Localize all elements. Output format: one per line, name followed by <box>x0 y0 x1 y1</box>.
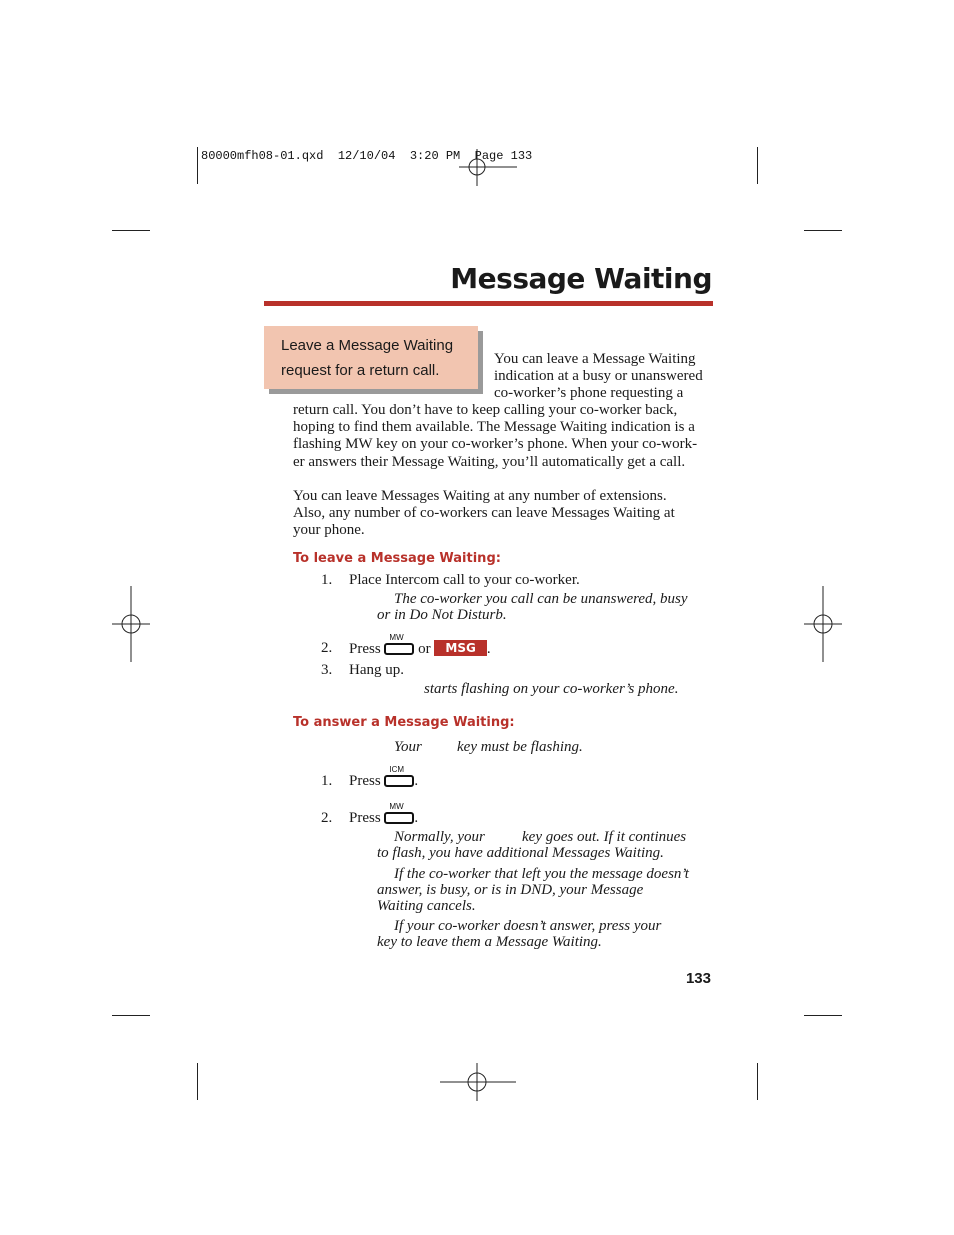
text-line: flashing MW key on your co-worker’s phone. When your co-work- <box>293 436 698 453</box>
page-title: Message Waiting <box>450 262 712 295</box>
registration-mark-icon <box>112 586 150 662</box>
step-text: Place Intercom call to your co-worker. <box>349 572 580 588</box>
key-label: ICM <box>389 765 405 774</box>
title-rule <box>264 301 713 306</box>
second-paragraph <box>293 488 713 540</box>
registration-mark-icon <box>440 1063 516 1101</box>
printer-slug: 80000mfh08-01.qxd 12/10/04 3:20 PM Page 133 <box>201 149 533 163</box>
msg-button-icon: MSG <box>434 640 486 656</box>
text-line: er answers their Message Waiting, you’ll automatically get a call. <box>293 453 686 470</box>
key-button-shape <box>384 643 414 655</box>
crop-mark <box>197 147 198 184</box>
step-note: or in Do Not Disturb. <box>377 607 507 623</box>
step-text <box>349 802 419 827</box>
step-note: to flash, you have additional Messages Waiting. <box>377 845 664 861</box>
section-heading-leave: To leave a Message Waiting: <box>293 551 501 566</box>
intro-paragraph <box>293 402 713 471</box>
registration-mark-icon <box>804 586 842 662</box>
or-label: or <box>418 641 431 657</box>
text-line: return call. You don’t have to keep calling your co-worker back, <box>293 402 678 418</box>
step-note: The co-worker you call can be unanswered, busy <box>394 591 688 607</box>
step-press-label: Press <box>349 810 381 826</box>
step-number: 3. <box>321 662 333 678</box>
text-line: indication at a busy or unanswered <box>494 368 703 385</box>
step-number: 1. <box>321 773 333 789</box>
text-line: You can leave a Message Waiting <box>494 351 696 367</box>
crop-mark <box>112 1015 150 1016</box>
mw-key-icon <box>384 802 414 824</box>
step-text <box>349 765 419 790</box>
crop-mark <box>804 230 842 231</box>
text-line: co-worker’s phone requesting a <box>494 385 684 402</box>
step-note: Waiting cancels. <box>377 898 476 914</box>
step-note: starts flashing on your co-worker’s phone. <box>424 681 679 697</box>
step-number: 2. <box>321 640 333 656</box>
crop-mark <box>197 1063 198 1100</box>
period: . <box>414 810 419 826</box>
key-button-shape <box>384 775 414 787</box>
step-note: answer, is busy, or is in DND, your Message <box>377 882 644 898</box>
step-note: If your co-worker doesn’t answer, press your <box>394 918 662 934</box>
step-note: Your <box>394 739 422 755</box>
step-press-label: Press <box>349 773 381 789</box>
crop-mark <box>757 1063 758 1100</box>
crop-mark <box>804 1015 842 1016</box>
key-label: MW <box>389 633 404 642</box>
key-button-shape <box>384 812 414 824</box>
intro-paragraph-wrap <box>494 351 714 403</box>
crop-mark <box>757 147 758 184</box>
section-heading-answer: To answer a Message Waiting: <box>293 715 515 730</box>
page-number: 133 <box>685 970 711 987</box>
text-line: You can leave Messages Waiting at any number of extensions. <box>293 488 667 504</box>
callout-box <box>264 326 478 389</box>
icm-key-icon <box>384 765 414 787</box>
step-note: key to leave them a Message Waiting. <box>377 934 602 950</box>
step-note: key goes out. If it continues <box>522 829 687 845</box>
mw-key-icon <box>384 633 414 655</box>
step-note: Normally, your <box>394 829 485 845</box>
step-number: 2. <box>321 810 333 826</box>
text-line: hoping to find them available. The Message Waiting indication is a <box>293 419 695 436</box>
step-number: 1. <box>321 572 333 588</box>
callout-line: request for a return call. <box>281 362 440 379</box>
period: . <box>414 773 419 789</box>
step-text <box>349 633 491 658</box>
crop-mark <box>112 230 150 231</box>
text-line: your phone. <box>293 522 365 539</box>
registration-mark-icon <box>459 149 517 186</box>
callout-line: Leave a Message Waiting <box>281 337 454 354</box>
step-text: Hang up. <box>349 662 404 678</box>
key-label: MW <box>389 802 404 811</box>
step-note: key must be flashing. <box>457 739 583 755</box>
step-note: If the co-worker that left you the message doesn’t <box>394 866 689 882</box>
text-line: Also, any number of co-workers can leave Messages Waiting at <box>293 505 675 522</box>
step-press-label: Press <box>349 641 381 657</box>
period: . <box>486 641 491 657</box>
